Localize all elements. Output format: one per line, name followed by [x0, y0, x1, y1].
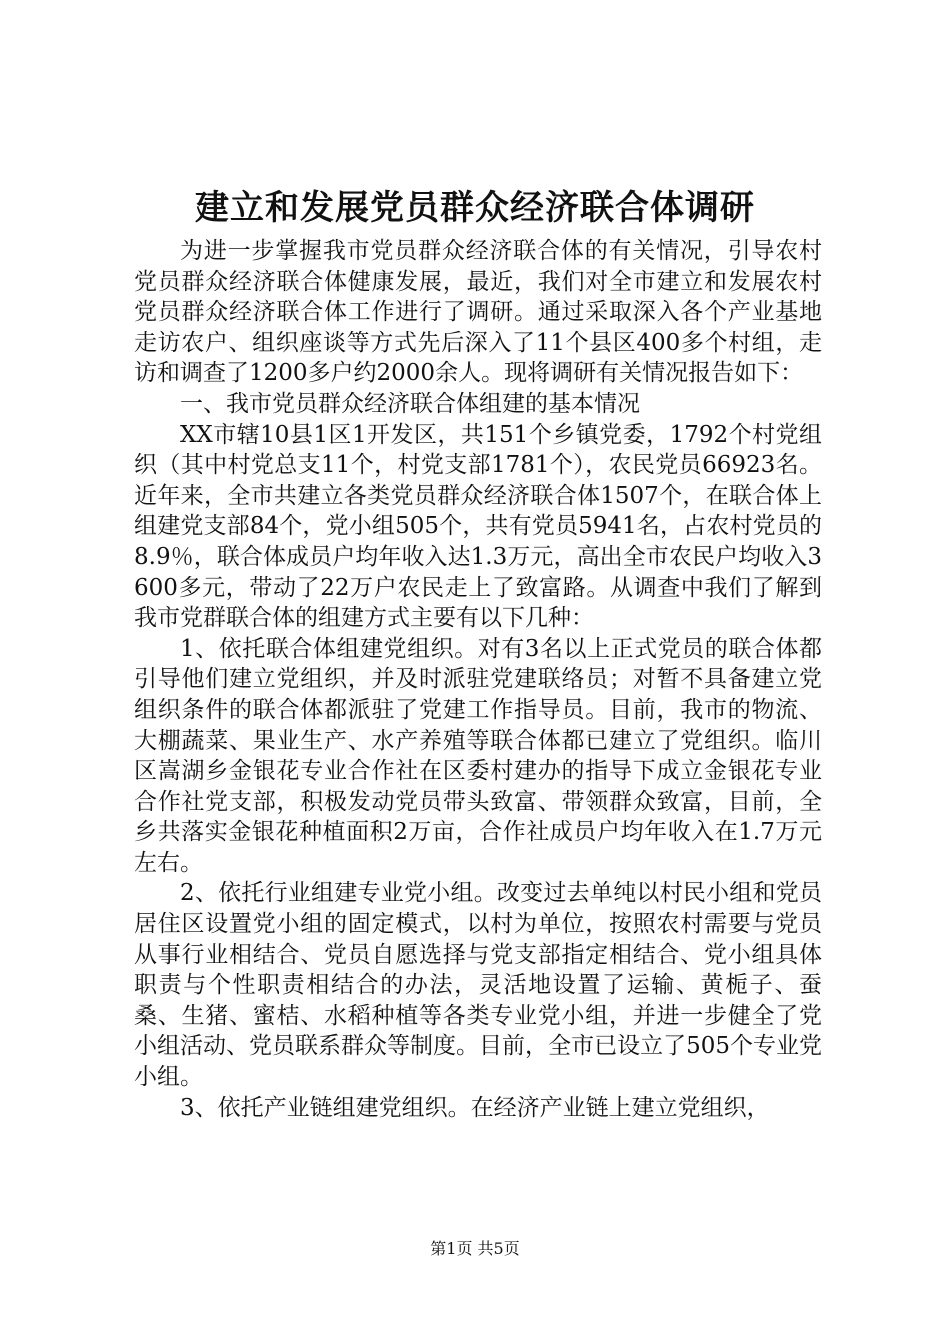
- document-body: [134, 236, 822, 1123]
- section-heading-1: 一、我市党员群众经济联合体组建的基本情况: [180, 390, 640, 417]
- paragraph-method-1: 1、依托联合体组建党组织。对有3名以上正式党员的联合体都引导他们建立党组织，并及时派驻党建联络员；对暂不具备建立党组织条件的联合体都派驻了党建工作指导员。目前，我市的物流、大棚蔬菜、果业生产、水产养殖等联合体都已建立了党组织。临川区嵩湖乡金银花专业合作社在区委村建办的指导下成立金银花专业合作社党支部，积极发动党员带头致富、带领群众致富，目前，全乡共落实金银花种植面积2万亩，合作社成员户均年收入在1.7万元左右。: [134, 635, 822, 876]
- document-title: 建立和发展党员群众经济联合体调研: [195, 188, 755, 228]
- paragraph-overview: XX市辖10县1区1开发区，共151个乡镇党委，1792个村党组织（其中村党总支11个，村党支部1781个），农民党员66923名。近年来，全市共建立各类党员群众经济联合体1507个，在联合体上组建党支部84个，党小组505个，共有党员5941名，占农村党员的8.9％，联合体成员户均年收入达1.3万元，高出全市农民户均收入3600多元，带动了22万户农民走上了致富路。从调查中我们了解到我市党群联合体的组建方式主要有以下几种：: [134, 421, 822, 632]
- paragraph-method-2: 2、依托行业组建专业党小组。改变过去单纯以村民小组和党员居住区设置党小组的固定模式，以村为单位，按照农村需要与党员从事行业相结合、党员自愿选择与党支部指定相结合、党小组具体职责与个性职责相结合的办法，灵活地设置了运输、黄栀子、蚕桑、生猪、蜜桔、水稻种植等各类专业党小组，并进一步健全了党小组活动、党员联系群众等制度。目前，全市已设立了505个专业党小组。: [134, 880, 822, 1091]
- paragraph-intro: 为进一步掌握我市党员群众经济联合体的有关情况，引导农村党员群众经济联合体健康发展，最近，我们对全市建立和发展农村党员群众经济联合体工作进行了调研。通过采取深入各个产业基地走访农户、组织座谈等方式先后深入了11个县区400多个村组，走访和调查了1200多户约2000余人。现将调研有关情况报告如下：: [134, 238, 822, 387]
- page-footer: 第1页 共5页: [430, 1239, 520, 1258]
- paragraph-method-3: 3、依托产业链组建党组织。在经济产业链上建立党组织，: [180, 1094, 770, 1121]
